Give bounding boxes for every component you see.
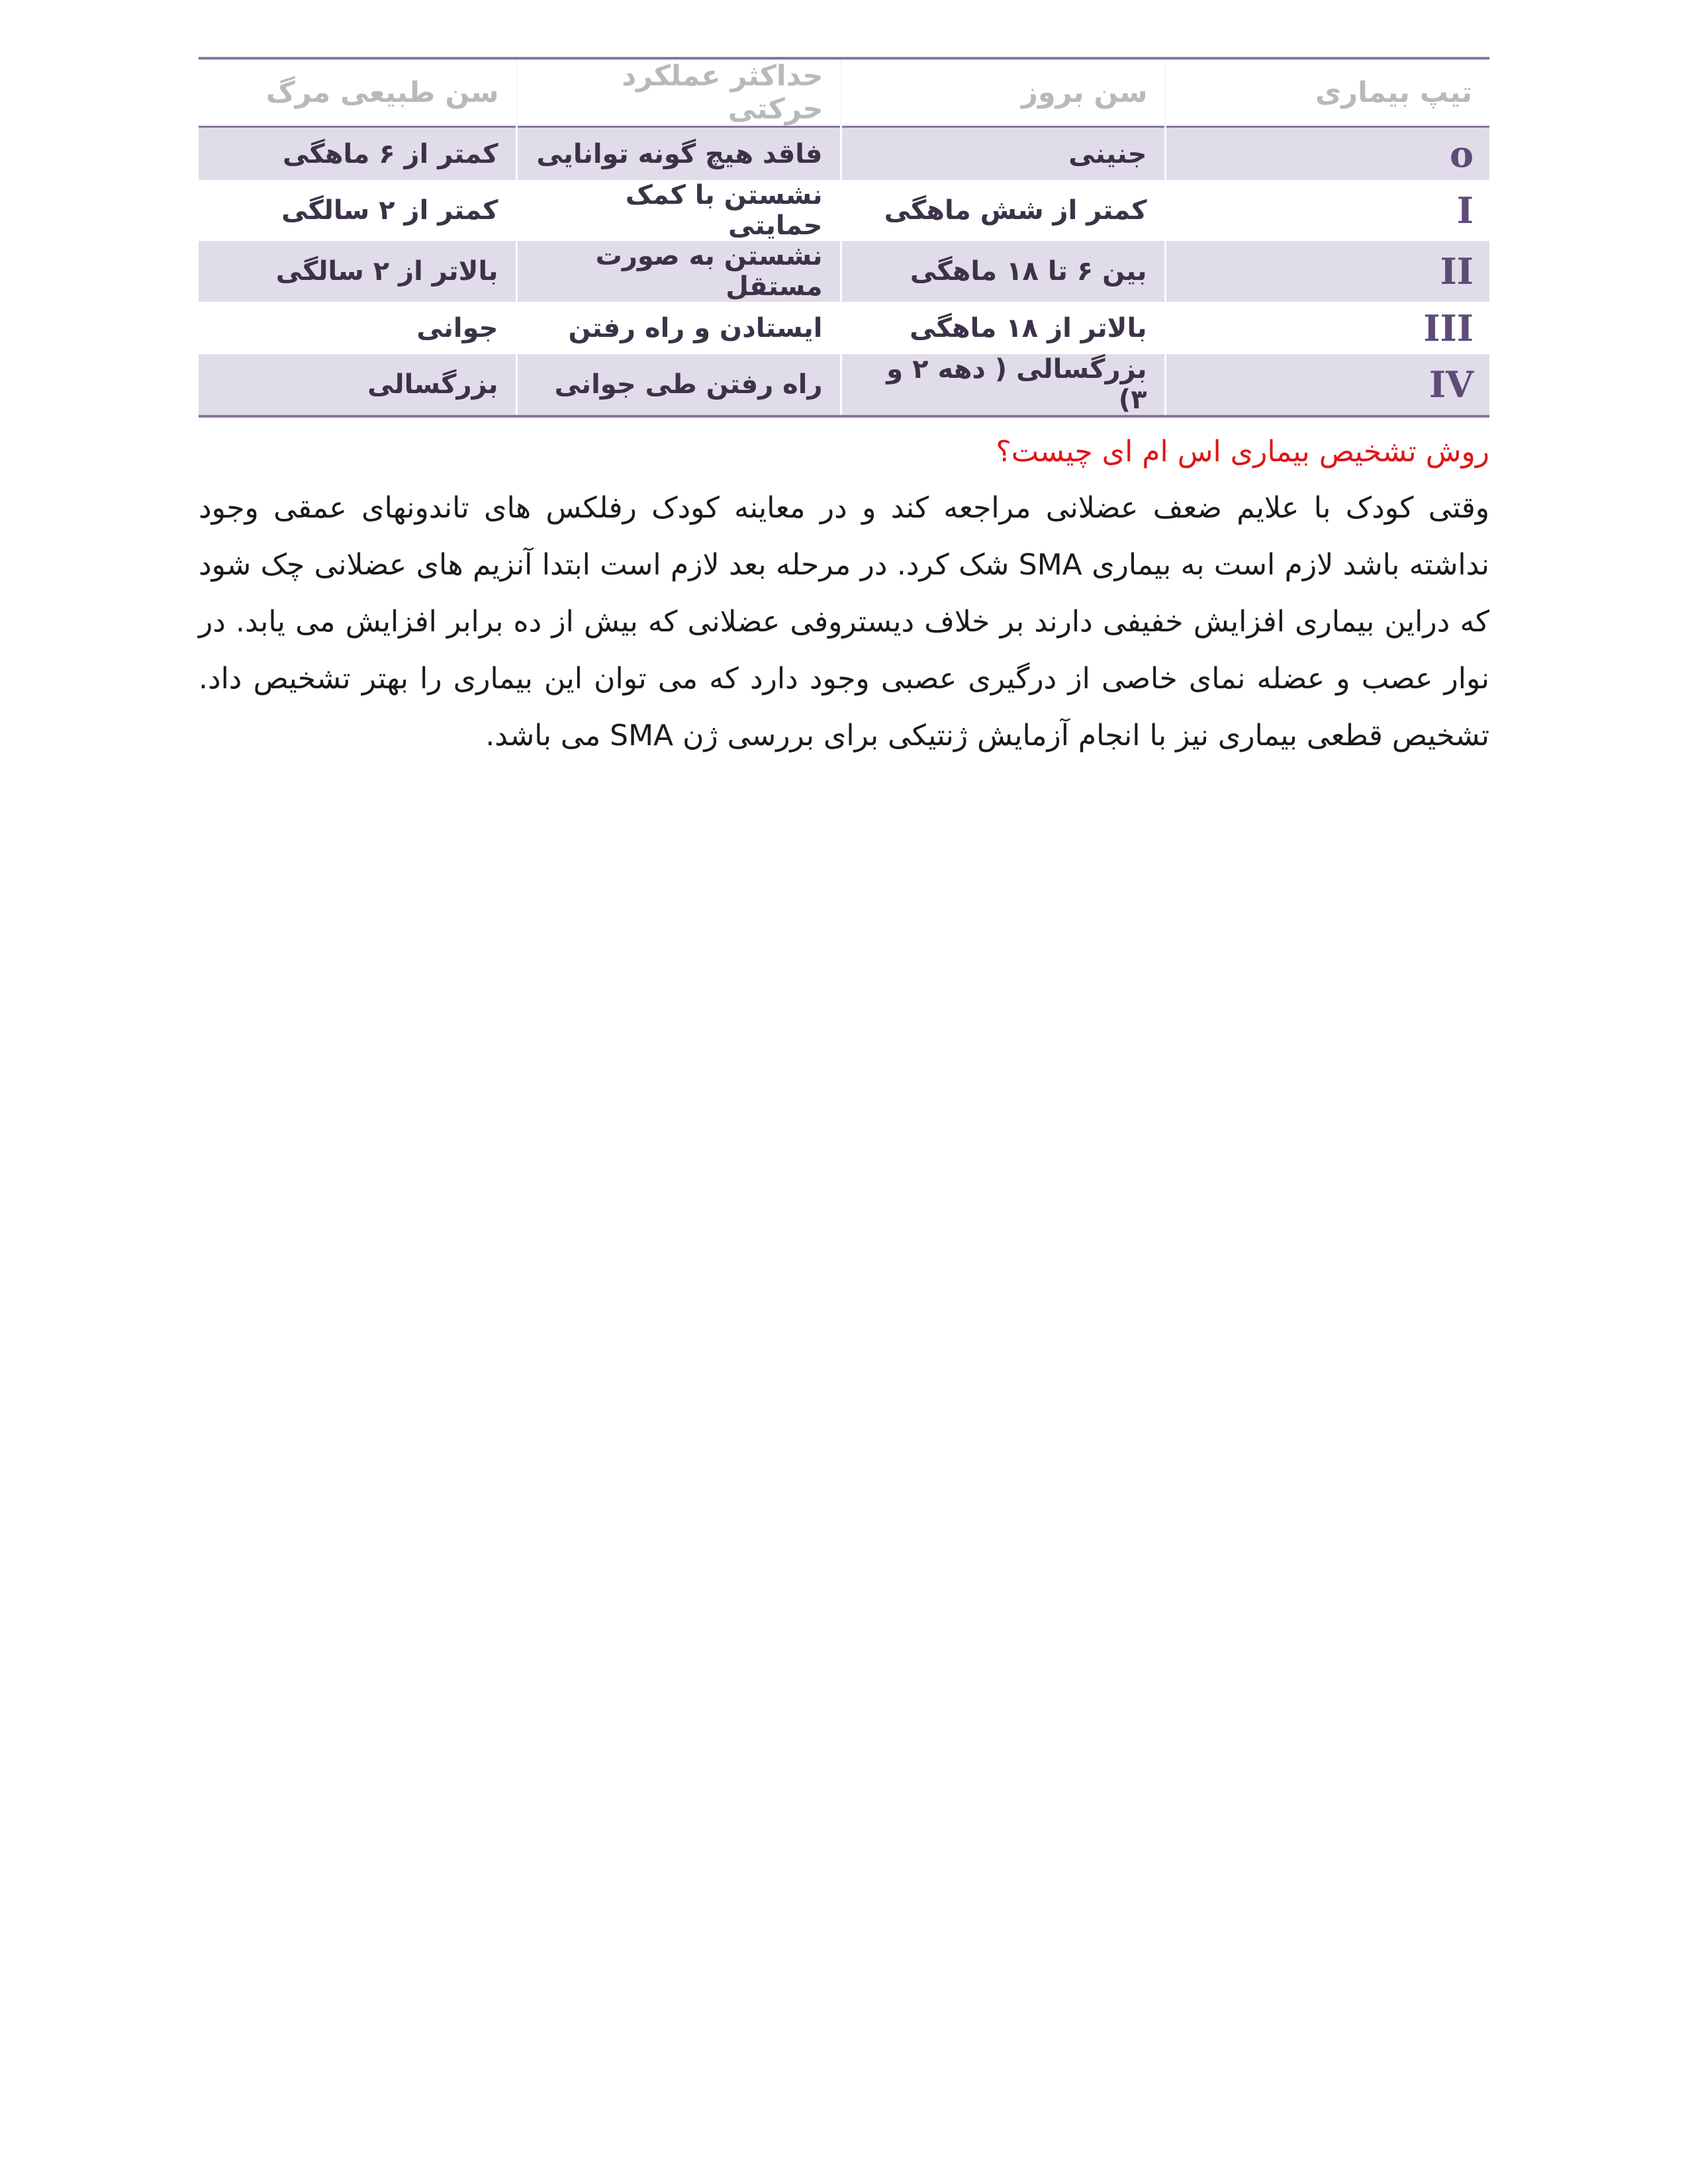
table-row bbox=[199, 180, 1489, 241]
table-header-row bbox=[199, 58, 1489, 127]
cell-type: IV bbox=[1165, 354, 1489, 416]
cell-onset: بالاتر از ۱۸ ماهگی bbox=[841, 302, 1165, 354]
cell-onset: جنینی bbox=[841, 127, 1165, 181]
table-row bbox=[199, 354, 1489, 416]
cell-motor: فاقد هیچ گونه توانایی bbox=[516, 127, 841, 181]
cell-onset: بین ۶ تا ۱۸ ماهگی bbox=[841, 241, 1165, 302]
cell-death-age: بالاتر از ۲ سالگی bbox=[199, 241, 516, 302]
cell-motor: ایستادن و راه رفتن bbox=[516, 302, 841, 354]
cell-type: I bbox=[1165, 180, 1489, 241]
cell-death-age: جوانی bbox=[199, 302, 516, 354]
document-page bbox=[199, 57, 1489, 794]
cell-onset: کمتر از شش ماهگی bbox=[841, 180, 1165, 241]
cell-onset: بزرگسالی ( دهه ۲ و ۳) bbox=[841, 354, 1165, 416]
cell-death-age: کمتر از ۲ سالگی bbox=[199, 180, 516, 241]
header-onset-age: سن بروز bbox=[841, 58, 1165, 127]
header-natural-death-age: سن طبیعی مرگ bbox=[265, 76, 499, 109]
sma-types-table bbox=[199, 57, 1489, 418]
table-row bbox=[199, 127, 1489, 181]
section-heading: روش تشخیص بیماری اس ام ای چیست؟ bbox=[996, 435, 1489, 469]
cell-death-age: بزرگسالی bbox=[199, 354, 516, 416]
cell-type: III bbox=[1165, 302, 1489, 354]
table-body bbox=[199, 127, 1489, 417]
header-max-motor-function: حداکثر عملکرد حرکتی bbox=[516, 58, 841, 127]
table-row bbox=[199, 241, 1489, 302]
cell-death-age: کمتر از ۶ ماهگی bbox=[199, 127, 516, 181]
table-header bbox=[199, 58, 1489, 127]
cell-motor: نشستن به صورت مستقل bbox=[516, 241, 841, 302]
cell-motor: نشستن با کمک حمایتی bbox=[516, 180, 841, 241]
cell-type: II bbox=[1165, 241, 1489, 302]
body-paragraph: وقتی کودک با علایم ضعف عضلانی مراجعه کند و در معاینه کودک رفلکس های تاندونهای عمقی وجود نداشته باشد لازم است به بیماری SMA شک کرد. در مرحله بعد لازم است ابتدا آنزیم های عضلانی چک شود که دراین بیماری افزایش خفیفی دارند بر خلاف دیستروفی عضلانی که بیش از ده برابر افزایش می یابد. در نوار عصب و عضله نمای خاصی از درگیری عصبی وجود دارد که می توان این بیماری را بهتر تشخیص داد. تشخیص قطعی بیماری نیز با انجام آزمایش ژنتیکی برای بررسی ژن SMA می باشد. bbox=[199, 491, 1489, 752]
header-disease-type: تیپ بیماری bbox=[1165, 58, 1489, 127]
cell-type: o bbox=[1165, 127, 1489, 181]
table-row bbox=[199, 302, 1489, 354]
cell-motor: راه رفتن طی جوانی bbox=[516, 354, 841, 416]
